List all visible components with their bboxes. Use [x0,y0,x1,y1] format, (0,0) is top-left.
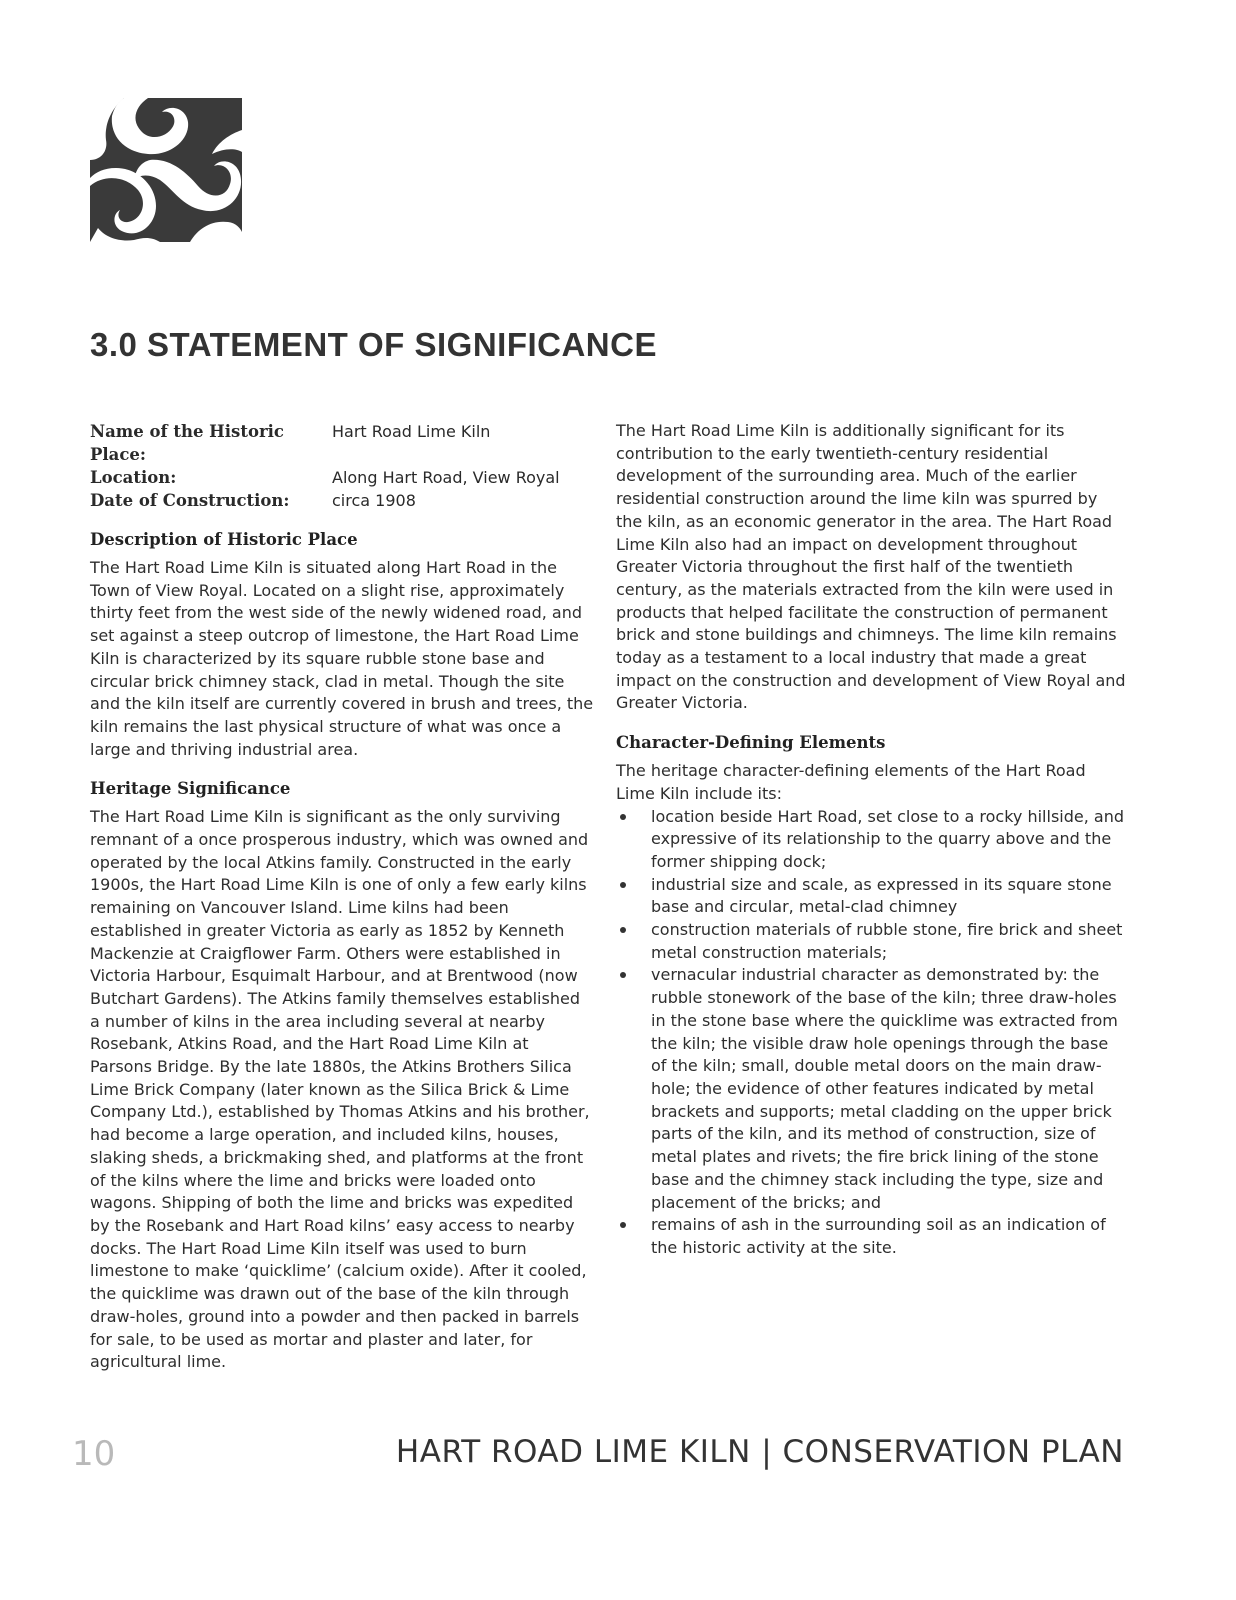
heritage-heading: Heritage Significance [90,779,291,799]
list-item-text: construction materials of rubble stone, fire brick and sheet metal construction materials; [651,920,1123,962]
info-value: circa 1908 [332,491,416,510]
description-heading: Description of Historic Place [90,530,358,549]
bullet-icon [620,927,626,933]
left-column [90,420,594,1374]
page-title: 3.0 STATEMENT OF SIGNIFICANCE [90,326,657,363]
logo [90,98,242,242]
bullet-icon [620,1222,626,1228]
list-item [616,964,1126,1214]
list-item-text: remains of ash in the surrounding soil as an indication of the historic activity at the site. [651,1215,1106,1257]
heritage-text: The Hart Road Lime Kiln is significant as the only surviving remnant of a once prosperous industry, which was owned and operated by the local Atkins family. Constructed in the early 1900s, the Hart Road Lime Kiln is one of only a few early kilns remaining on Vancouver Island. Lime kilns had been established in greater Victoria as early as 1852 by Kenneth Mackenzie at Craigflower Farm. Others were established in Victoria Harbour, Esquimalt Harbour, and at Brentwood (now Butchart Gardens). The Atkins family themselves established a number of kilns in the area including several at nearby Rosebank, Atkins Road, and the Hart Road Lime Kiln at Parsons Bridge. By the late 1880s, the Atkins Brothers Silica Lime Brick Company (later known as the Silica Brick & Lime Company Ltd.), established by Thomas Atkins and his brother, had become a large operation, and included kilns, houses, slaking sheds, a brickmaking shed, and platforms at the front of the kilns where the lime and bricks were loaded onto wagons. Shipping of both the lime and bricks was expedited by the Rosebank and Hart Road kilns’ easy access to nearby docks. The Hart Road Lime Kiln itself was used to burn limestone to make ‘quicklime’ (calcium oxide). After it cooled, the quicklime was drawn out of the base of the kiln through draw-holes, ground into a powder and then packed in barrels for sale, to be used as mortar and plaster and later, for agricultural lime. [90,807,590,1372]
list-item [616,806,1126,874]
right-column [616,420,1126,1260]
info-value: Hart Road Lime Kiln [332,422,491,441]
bullet-icon [620,972,626,978]
info-value: Along Hart Road, View Royal [332,468,560,487]
character-intro: The heritage character-defining elements of the Hart Road Lime Kiln include its: [616,761,1086,803]
info-label: Date of Construction: [90,491,290,510]
bullet-icon [620,882,626,888]
heritage-text-continued: The Hart Road Lime Kiln is additionally significant for its contribution to the early twentieth-century residential development of the surrounding area. Much of the earlier residential construction around the lime kiln was spurred by the kiln, as an economic generator in the area. The Hart Road Lime Kiln also had an impact on development throughout Greater Victoria throughout the first half of the twentieth century, as the materials extracted from the kiln were used in products that helped facilitate the construction of permanent brick and stone buildings and chimneys. The lime kiln remains today as a testament to a local industry that made a great impact on the construction and development of View Royal and Greater Victoria. [616,421,1126,713]
bullet-icon [620,814,626,820]
document-title: HART ROAD LIME KILN | CONSERVATION PLAN [395,1434,1124,1470]
list-item-text: industrial size and scale, as expressed in its square stone base and circular, metal-clad chimney [651,874,1112,917]
info-row [90,489,560,512]
info-table [90,420,560,512]
list-item-text: location beside Hart Road, set close to a rocky hillside, and expressive of its relationship to the quarry above and the former shipping dock; [651,806,1124,871]
list-item [616,1214,1126,1259]
list-item-text: vernacular industrial character as demonstrated by: the rubble stonework of the base of the kiln; three draw-holes in the stone base where the quicklime was extracted from the kiln; the visible draw hole openings through the base of the kiln; small, double metal doors on the main draw-hole; the evidence of other features indicated by metal brackets and supports; metal cladding on the upper brick parts of the kiln, and its method of construction, size of metal plates and rivets; the fire brick lining of the stone base and the chimney stack including the type, size and placement of the bricks; and [651,965,1118,1212]
description-text: The Hart Road Lime Kiln is situated along Hart Road in the Town of View Royal. Located on a slight rise, approximately thirty feet from the west side of the newly widened road, and set against a steep outcrop of limestone, the Hart Road Lime Kiln is characterized by its square rubble stone base and circular brick chimney stack, clad in metal. Though the site and the kiln itself are currently covered in brush and trees, the kiln remains the last physical structure of what was once a large and thriving industrial area. [90,558,594,759]
page-number: 10 [72,1434,116,1474]
character-heading: Character-Defining Elements [616,733,886,753]
info-row [90,420,560,466]
list-item [616,919,1126,964]
info-label: Name of the Historic Place: [90,422,284,464]
info-label: Location: [90,468,177,487]
character-list [616,806,1126,1260]
list-item [616,874,1126,919]
info-row [90,466,560,489]
